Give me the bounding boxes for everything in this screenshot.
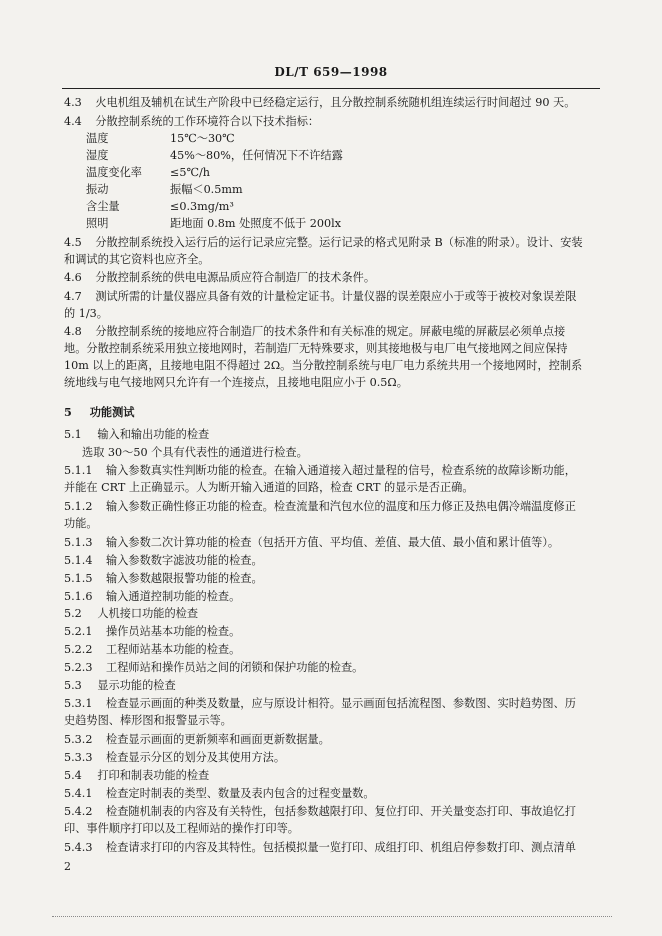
clause-number: 5.1 [64,428,82,441]
spec-value: 振幅＜0.5mm [170,183,243,196]
spec-label: 含尘量 [86,200,120,213]
clause-4-8 [64,325,565,339]
clause-number: 5.1.1 [64,464,93,477]
clause-number: 4.5 [64,236,82,249]
clause-text: 输入参数真实性判断功能的检查。在输入通道接入超过量程的信号，检查系统的故障诊断功能， [106,464,576,477]
clause-text: 选取 30～50 个具有代表性的通道进行检查。 [82,446,308,459]
clause-5-2-2 [64,643,240,657]
clause-title: 人机接口功能的检查 [97,607,199,620]
section-title: 功能测试 [89,405,135,419]
clause-number: 4.6 [64,271,82,284]
clause-number: 5.2.1 [64,625,93,638]
clause-4-4 [64,115,319,129]
clause-continuation: 10m 以上的距离，且接地电阻不得超过 2Ω。当分散控制系统与电厂电力系统共用一个接地网时，控制系 [64,359,583,372]
clause-text: 分散控制系统的工作环境符合以下技术指标： [95,115,320,128]
clause-text: 分散控制系统的接地应符合制造厂的技术条件和有关标准的规定。屏蔽电缆的屏蔽层必须单点接 [95,325,566,338]
section-number: 5 [64,405,72,419]
spec-label: 温度变化率 [86,166,142,179]
document-header: DL/T 659—1998 [274,65,388,79]
clause-continuation: 的 1/3。 [64,307,108,320]
clause-number: 5.3 [64,679,82,692]
clause-text: 检查定时制表的类型、数量及表内包含的过程变量数。 [106,787,375,800]
spec-value: 15℃～30℃ [170,132,235,145]
clause-number: 5.1.2 [64,500,93,513]
clause-text: 测试所需的计量仪器应具备有效的计量检定证书。计量仪器的误差限应小于或等于被校对象误差限 [95,290,577,303]
clause-continuation: 功能。 [64,517,98,530]
clause-continuation: 史趋势图、棒形图和报警显示等。 [64,714,232,727]
clause-5-3 [64,679,176,693]
clause-number: 5.3.2 [64,733,93,746]
clause-5-1 [64,428,209,442]
section-5-heading [64,405,134,419]
clause-continuation: 地。分散控制系统采用独立接地网时，若制造厂无特殊要求，则其接地极与电厂电气接地网之间应保持 [64,342,568,355]
spec-value: ≤0.3mg/m³ [170,200,234,213]
spec-label: 照明 [86,217,109,230]
clause-title: 输入和输出功能的检查 [97,428,210,441]
header-rule [62,88,600,89]
clause-4-3 [64,96,575,110]
clause-title: 打印和制表功能的检查 [97,769,210,782]
clause-text: 输入参数正确性修正功能的检查。检查流量和汽包水位的温度和压力修正及热电偶冷端温度修正 [106,500,576,513]
spec-label: 湿度 [86,149,109,162]
clause-continuation: 统地线与电气接地网只允许有一个连接点，且接地电阻应小于 0.5Ω。 [64,376,408,389]
clause-number: 4.3 [64,96,82,109]
clause-5-4 [64,769,209,783]
clause-number: 5.4.3 [64,841,93,854]
clause-text: 检查显示分区的划分及其使用方法。 [106,751,286,764]
spec-value: 45%～80%，任何情况下不许结露 [170,149,343,162]
clause-5-1-6 [64,590,240,604]
clause-text: 检查随机制表的内容及有关特性，包括参数越限打印、复位打印、开关量变态打印、事故追忆打 [106,805,576,818]
clause-text: 输入通道控制功能的检查。 [106,590,241,603]
clause-number: 5.4.1 [64,787,93,800]
clause-continuation: 并能在 CRT 上正确显示。人为断开输入通道的回路，检查 CRT 的显示是否正确。 [64,481,474,494]
clause-5-3-3 [64,751,285,765]
clause-number: 5.4.2 [64,805,93,818]
spec-value: 距地面 0.8m 处照度不低于 200lx [170,217,341,230]
clause-4-6 [64,271,375,285]
clause-5-2 [64,607,198,621]
clause-text: 检查请求打印的内容及其特性。包括模拟量一览打印、成组打印、机组启停参数打印、测点清单 [106,841,576,854]
clause-continuation: 和调试的其它资料也应齐全。 [64,253,210,266]
clause-5-1-5 [64,572,263,586]
clause-5-3-1 [64,697,576,711]
clause-5-3-2 [64,733,330,747]
spec-label: 振动 [86,183,109,196]
clause-5-1-4 [64,554,263,568]
clause-text: 检查显示画面的种类及数量，应与原设计相符。显示画面包括流程图、参数图、实时趋势图、历 [106,697,576,710]
clause-5-4-1 [64,787,375,801]
clause-number: 5.4 [64,769,82,782]
clause-5-1-3 [64,536,559,550]
clause-text: 分散控制系统的供电电源品质应符合制造厂的技术条件。 [95,271,376,284]
clause-4-7 [64,290,576,304]
clause-4-5 [64,236,583,250]
clause-text: 输入参数数字滤波功能的检查。 [106,554,263,567]
clause-title: 显示功能的检查 [97,679,176,692]
spec-value: ≤5℃/h [170,166,210,179]
clause-text: 工程师站和操作员站之间的闭锁和保护功能的检查。 [106,661,364,674]
spec-label: 温度 [86,132,109,145]
clause-number: 5.1.4 [64,554,93,567]
scan-edge-line [52,916,612,917]
clause-5-2-3 [64,661,363,675]
clause-number: 5.1.3 [64,536,93,549]
clause-5-2-1 [64,625,240,639]
clause-number: 5.1.5 [64,572,93,585]
clause-number: 4.7 [64,290,82,303]
clause-number: 4.8 [64,325,82,338]
page-number: 2 [64,860,71,873]
clause-5-1-2 [64,500,576,514]
clause-number: 5.1.6 [64,590,93,603]
clause-continuation: 印、事件顺序打印以及工程师站的操作打印等。 [64,822,299,835]
clause-text: 工程师站基本功能的检查。 [106,643,241,656]
clause-text: 火电机组及辅机在试生产阶段中已经稳定运行，且分散控制系统随机组连续运行时间超过 90 天。 [95,96,576,109]
clause-5-1-1 [64,464,576,478]
clause-5-4-2 [64,805,576,819]
clause-5-4-3 [64,841,576,855]
clause-number: 5.3.3 [64,751,93,764]
clause-text: 输入参数二次计算功能的检查（包括开方值、平均值、差值、最大值、最小值和累计值等）。 [106,536,560,549]
clause-text: 操作员站基本功能的检查。 [106,625,241,638]
clause-text: 输入参数越限报警功能的检查。 [106,572,263,585]
clause-number: 5.2.2 [64,643,93,656]
clause-text: 分散控制系统投入运行后的运行记录应完整。运行记录的格式见附录 B（标准的附录）。设计、安装 [95,236,583,249]
clause-number: 4.4 [64,115,82,128]
clause-number: 5.2.3 [64,661,93,674]
clause-number: 5.3.1 [64,697,93,710]
clause-text: 检查显示画面的更新频率和画面更新数据量。 [106,733,330,746]
clause-number: 5.2 [64,607,82,620]
